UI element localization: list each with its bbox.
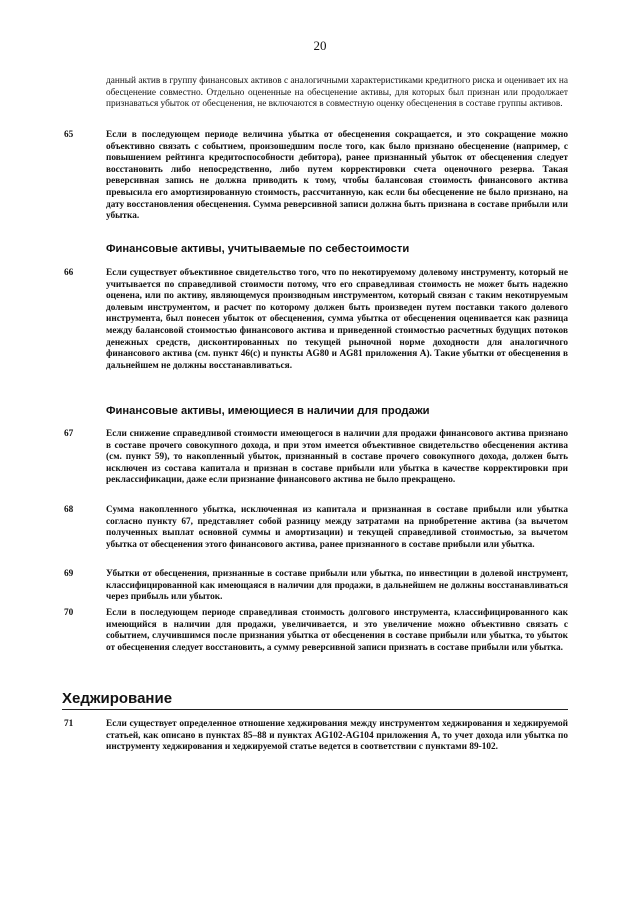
paragraph-71-text: Если существует определенное отношение хеджирования между инструментом хеджирования и хеджируемой статьей, как описано в пунктах 85–88 и пунктах AG102-AG104 приложения А, то учет дохода или убытка по инструменту хеджирования и хеджируемой статье ведется в соответствии с пунктами 89-102. [106,719,568,753]
paragraph-number-67: 67 [64,429,74,439]
paragraph-66-text: Если существует объективное свидетельство того, что по некотируемому долевому инструменту, который не учитывается по справедливой стоимости потому, что его справедливая стоимость не может быть надежно оценена, или по активу, являющемуся производным инструментом, который связан с таким некотируемым долевым инструментом, и расчет по которому должен быть произведен путем поставки такого долевого инструмента, был понесен убыток от обесценения, сумма убытка от обесценения оценивается как разница между балансовой стоимостью финансового актива и приведенной стоимостью расчетных будущих потоков денежных средств, дисконтированных по текущей рыночной норме доходности для аналогичного финансового актива (см. пункт 46(c) и пункты AG80 и AG81 приложения А). Такие убытки от обесценения в дальнейшем не должны восстанавливаться. [106,268,568,371]
paragraph-number-68: 68 [64,505,74,515]
page-number: 20 [313,38,327,53]
paragraph-number-66: 66 [64,268,74,278]
intro-paragraph: данный актив в группу финансовых активов с аналогичными характеристиками кредитного риска и оценивает их на обесценение совместно. Отдельно оцененные на обесценение активы, для которых был признан или продолжает признаваться убыток от обесценения, не включаются в совместную оценку обесценения в составе группы активов. [106,76,569,110]
heading-rule [62,709,568,710]
paragraph-number-69: 69 [64,569,74,579]
paragraph-65-text: Если в последующем периоде величина убытка от обесценения сокращается, и это сокращение можно объективно связать с событием, произошедшим после того, как было признано обесценение (например, с повышением рейтинга кредитоспособности дебитора), ранее признанный убыток от обесценения следует восстановить либо непосредственно, либо путем корректировки счета оценочного резерва. Такая реверсивная запись не должна приводить к тому, чтобы балансовая стоимость финансового актива превысила его амортизированную стоимость, рассчитанную, как если бы обесценение не было признано, на дату восстановления обесценения. Сумма реверсивной записи должна быть признана в составе прибыли или убытка. [106,130,568,222]
section-heading-hedging: Хеджирование [62,690,173,707]
section-heading-available-for-sale: Финансовые активы, имеющиеся в наличии для продажи [106,405,430,417]
paragraph-70-text: Если в последующем периоде справедливая стоимость долгового инструмента, классифицированного как имеющийся в наличии для продажи, увеличивается, и это увеличение можно объективно связать с событием, случившимся после признания убытка от обесценения в составе прибыли или убытка, то убыток от обесценения следует восстановить, а сумму реверсивной записи признать в составе прибыли или убытка. [106,608,568,653]
section-heading-cost: Финансовые активы, учитываемые по себестоимости [106,243,410,255]
paragraph-69-text: Убытки от обесценения, признанные в составе прибыли или убытка, по инвестиции в долевой инструмент, классифицированной как имеющаяся в наличии для продажи, в дальнейшем не должны восстанавливаться через прибыль или убыток. [106,569,568,603]
paragraph-number-71: 71 [64,719,74,729]
paragraph-number-70: 70 [64,608,74,618]
paragraph-number-65: 65 [64,130,74,140]
paragraph-67-text: Если снижение справедливой стоимости имеющегося в наличии для продажи финансового актива признано в составе прочего совокупного дохода, и при этом имеется объективное свидетельство обесценения актива (см. пункт 59), то накопленный убыток, признанный в составе прочего совокупного дохода, должен быть исключен из состава капитала и признан в составе прибыли или убытка в качестве корректировки при реклассификации, даже если признание финансового актива не было прекращено. [106,429,568,486]
paragraph-68-text: Сумма накопленного убытка, исключенная из капитала и признанная в составе прибыли или убытка согласно пункту 67, представляет собой разницу между затратами на приобретение актива (за вычетом полученных выплат основной суммы и амортизации) и текущей справедливой стоимостью, за вычетом убытка от обесценения этого финансового актива, ранее признанного в составе прибыли или убытка. [106,505,568,550]
